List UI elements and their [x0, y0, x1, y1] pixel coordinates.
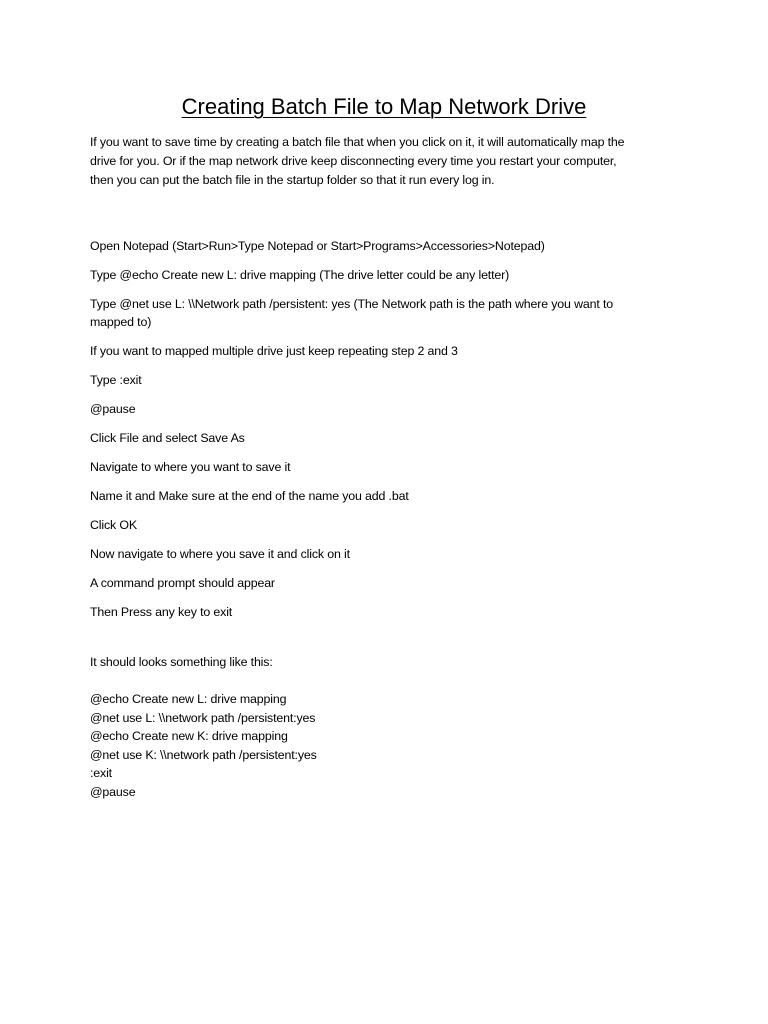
code-line: :exit — [90, 766, 112, 781]
code-line: @net use K: \\network path /persistent:yes — [90, 747, 317, 762]
step-item: @pause — [90, 402, 136, 416]
step-item: Click File and select Save As — [90, 431, 245, 445]
example-lead-text: It should looks something like this: — [90, 655, 273, 669]
step-item: Then Press any key to exit — [90, 605, 233, 619]
step-item: Click OK — [90, 518, 137, 532]
step-item: Open Notepad (Start>Run>Type Notepad or Start>Programs>Accessories>Notepad) — [90, 239, 545, 253]
intro-paragraph — [90, 133, 680, 190]
step-item: Navigate to where you want to save it — [90, 460, 291, 474]
example-lead — [90, 653, 680, 671]
step-item: Name it and Make sure at the end of the name you add .bat — [90, 489, 409, 503]
step-item: If you want to mapped multiple drive just keep repeating step 2 and 3 — [90, 344, 458, 358]
intro-line: then you can put the batch file in the startup folder so that it run every log in. — [90, 173, 495, 187]
step-item: Type @echo Create new L: drive mapping (The drive letter could be any letter) — [90, 268, 510, 282]
code-example — [90, 690, 680, 802]
document-title: Creating Batch File to Map Network Drive — [181, 94, 587, 119]
code-line: @net use L: \\network path /persistent:yes — [90, 710, 316, 725]
step-line: Type @net use L: \\Network path /persistent: yes (The Network path is the path where you want to — [90, 297, 613, 311]
code-line: @echo Create new K: drive mapping — [90, 729, 288, 744]
code-line: @pause — [90, 784, 136, 799]
step-item: Now navigate to where you save it and click on it — [90, 547, 350, 561]
code-line: @echo Create new L: drive mapping — [90, 692, 287, 706]
steps-list — [90, 237, 680, 632]
intro-line: If you want to save time by creating a batch file that when you click on it, it will automatically map the — [90, 135, 625, 149]
step-item: A command prompt should appear — [90, 576, 275, 590]
intro-line: drive for you. Or if the map network drive keep disconnecting every time you restart your computer, — [90, 154, 617, 168]
step-line: mapped to) — [90, 315, 152, 329]
step-item: Type :exit — [90, 373, 142, 387]
step-item — [90, 295, 680, 331]
